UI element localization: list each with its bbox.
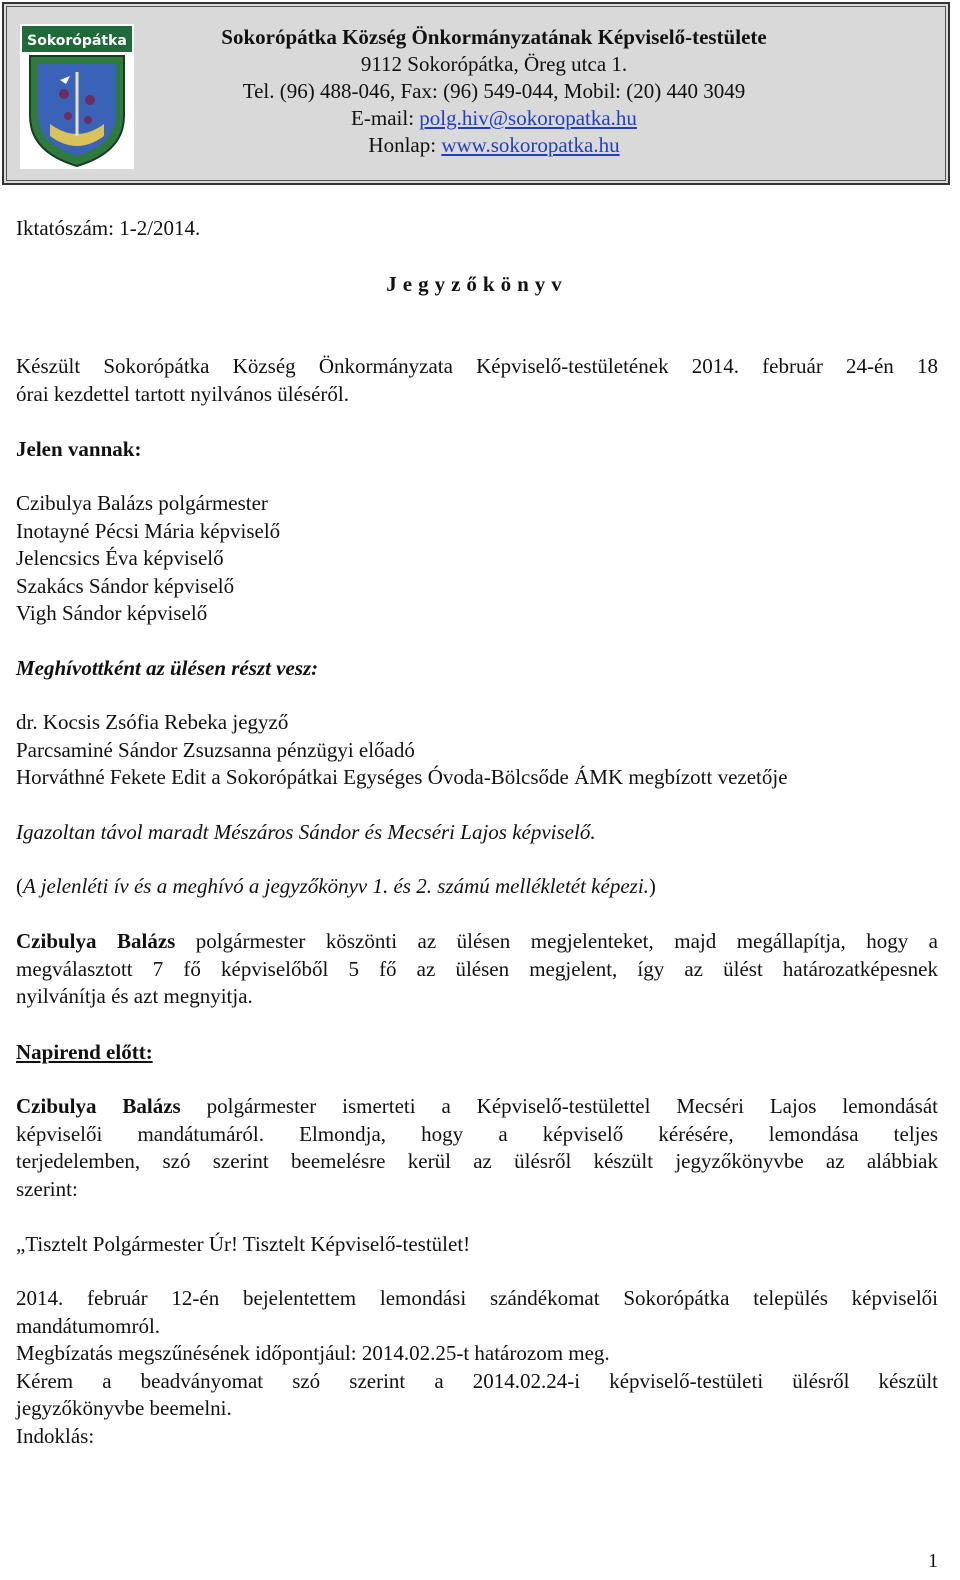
speaker-name: Czibulya Balázs (16, 929, 176, 953)
web-label: Honlap: (368, 133, 442, 157)
opening-paragraph (16, 928, 938, 1011)
resignation-line-4: szerint: (16, 1176, 78, 1201)
organization-phones: Tel. (96) 488-046, Fax: (96) 549-044, Mobil: (20) 440 3049 (242, 79, 746, 103)
speaker-name: Czibulya Balázs (16, 1094, 181, 1118)
website-link[interactable]: www.sokoropatka.hu (441, 133, 620, 157)
invited-person: Parcsaminé Sándor Zsuzsanna pénzügyi előadó (16, 737, 415, 762)
present-member: Inotayné Pécsi Mária képviselő (16, 518, 281, 543)
document-title: Jegyzőkönyv (386, 272, 568, 296)
opening-line-2: megválasztott 7 fő képviselőből 5 fő az ülésen megjelent, így az ülést határozatképesnek (16, 956, 938, 981)
present-member: Jelencsics Éva képviselő (16, 546, 224, 570)
intro-line-2: órai kezdettel tartott nyilvános üléséről. (16, 381, 349, 406)
opening-line-3: nyilvánítja és azt megnyitja. (16, 984, 253, 1008)
intro-paragraph (16, 353, 938, 408)
email-link[interactable]: polg.hiv@sokoropatka.hu (419, 106, 637, 130)
letterhead-text (144, 24, 844, 159)
invited-list (16, 709, 938, 792)
invited-person: dr. Kocsis Zsófia Rebeka jegyző (16, 710, 289, 734)
registration-number: Iktatószám: 1-2/2014. (16, 216, 201, 240)
quote-line-1: 2014. február 12-én bejelentettem lemondási szándékomat Sokorópátka település képviselői (16, 1286, 938, 1310)
quote-line-2: mandátumomról. (16, 1313, 161, 1338)
present-member: Szakács Sándor képviselő (16, 573, 235, 598)
resignation-line-2: képviselői mandátumáról. Elmondja, hogy a képviselő kérésére, lemondása teljes (16, 1121, 938, 1146)
email-label: E-mail: (351, 106, 420, 130)
quote-line-5: jegyzőkönyvbe beemelni. (16, 1396, 232, 1420)
organization-email-line (144, 105, 844, 132)
quoted-letter (16, 1285, 938, 1450)
quote-line-4: Kérem a beadványomat szó szerint a 2014.02.24-i képviselő-testületi ülésről készült (16, 1368, 938, 1393)
absent-note: Igazoltan távol maradt Mészáros Sándor és Mecséri Lajos képviselő. (16, 820, 596, 844)
opening-line-1-text: polgármester köszönti az ülésen megjelenteket, majd megállapítja, hogy a (195, 929, 938, 953)
napirend-heading: Napirend előtt: (16, 1040, 153, 1064)
invited-person: Horváthné Fekete Edit a Sokorópátkai Egységes Óvoda-Bölcsőde ÁMK megbízott vezetője (16, 765, 788, 789)
letterhead (2, 2, 950, 185)
organization-web-line (144, 132, 844, 159)
organization-name: Sokorópátka Község Önkormányzatának Képviselő-testülete (221, 25, 767, 49)
present-list (16, 490, 938, 628)
resignation-line-1-text: polgármester ismerteti a Képviselő-testülettel Mecséri Lajos lemondását (206, 1094, 938, 1118)
paren-open: ( (16, 874, 23, 898)
quote-greeting: „Tisztelt Polgármester Úr! Tisztelt Képviselő-testület! (16, 1232, 471, 1256)
resignation-paragraph (16, 1093, 938, 1203)
present-member: Czibulya Balázs polgármester (16, 491, 268, 515)
resignation-line-3: terjedelemben, szó szerint beemelésre kerül az ülésről készült jegyzőkönyvbe az alábbiak (16, 1149, 938, 1173)
quote-line-6: Indoklás: (16, 1423, 95, 1448)
resignation-line-1 (16, 1093, 938, 1121)
paren-close: ) (648, 874, 656, 898)
attachment-text: A jelenléti ív és a meghívó a jegyzőkönyv 1. és 2. számú mellékletét képezi. (23, 874, 649, 898)
invited-heading: Meghívottként az ülésen részt vesz: (16, 656, 319, 680)
present-member: Vigh Sándor képviselő (16, 601, 208, 625)
coat-of-arms-logo (20, 24, 134, 169)
quote-line-3: Megbízatás megszűnésének időpontjául: 2014.02.25-t határozom meg. (16, 1341, 610, 1365)
attachment-note (16, 873, 938, 901)
crest-text: Sokorópátka (27, 33, 127, 49)
opening-line-1 (16, 928, 938, 956)
present-heading: Jelen vannak: (16, 437, 142, 461)
organization-address: 9112 Sokorópátka, Öreg utca 1. (360, 52, 628, 76)
page-number: 1 (928, 1550, 938, 1572)
intro-line-1: Készült Sokorópátka Község Önkormányzata Képviselő-testületének 2014. február 24-én 18 (16, 354, 938, 378)
